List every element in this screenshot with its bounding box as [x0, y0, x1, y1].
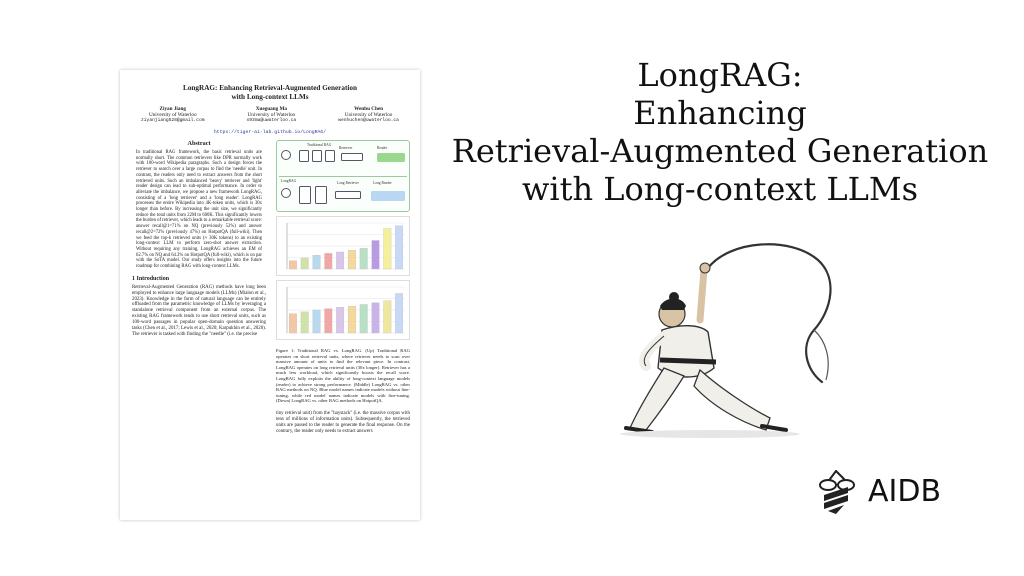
chart-bar [395, 226, 403, 269]
chart-bar [336, 252, 344, 269]
query-icon [281, 150, 291, 160]
paper-left-column [132, 140, 266, 338]
bar-chart-hotpotqa [277, 281, 411, 341]
figure-label-retriever: Retriever [339, 146, 353, 150]
paper-title [120, 84, 420, 101]
author-name: Ziyan Jiang [159, 106, 186, 112]
figure-label-longrag: LongRAG [281, 179, 297, 183]
document-icon [299, 150, 309, 162]
chart-bar [372, 303, 380, 333]
headline-line-4: with Long-context LLMs [521, 170, 919, 208]
figure-label-long-reader: Long Reader [373, 181, 392, 185]
document-icon [315, 186, 327, 204]
chart-bar [313, 255, 321, 269]
chart-bar [348, 306, 356, 333]
author-name: Wenhu Chen [354, 106, 384, 112]
author-affiliation: University of Waterloo [148, 112, 197, 119]
author-email: x93ma@uwaterloo.ca [246, 118, 297, 124]
chart-bar [289, 261, 297, 269]
author-affiliation: University of Waterloo [247, 112, 296, 119]
abstract-heading: Abstract [187, 140, 211, 147]
paper-title-line-2: with Long-context LLMs [231, 92, 309, 101]
long-retriever-box [335, 191, 361, 199]
chart-bar [348, 250, 356, 269]
chart-bar [325, 309, 333, 333]
figure-caption: Figure 1: Traditional RAG vs. LongRAG. (Up) Traditional RAG operates on short retrieval units, where retriever needs to scan over massive amount of units to find the relevant piece. In contrast, LongRAG operates on long retrieval units (30x longer). Retriever has a much less workload, which significantly boosts the recall score. LongRAG fully exploits the ability of long-context language models (reader) to achieve strong performance. (Middle) LongRAG vs. other RAG methods on NQ. Blue model names indicate models without fine-tuning, while red model names indicate models with fine-tuning. (Down) LongRAG vs. other RAG methods on HotpotQA. [276, 348, 410, 404]
reader-box [377, 153, 405, 162]
chart-bar [384, 229, 392, 269]
chart-bar [384, 301, 392, 333]
retriever-box [341, 153, 363, 161]
chart-bar [336, 307, 344, 333]
chart-hotpotqa [276, 280, 410, 340]
figure-rag-diagram [276, 140, 410, 212]
right-column-text: tiny retrieval unit) from the "haystack" (i.e. the massive corpus with tens of millions of information units). Subsequently, the retrieved units are passed to the reader to generate the final response. On the contrary, the reader only needs to extract answers [276, 410, 410, 434]
chart-bar [313, 310, 321, 333]
chart-bar [360, 304, 368, 333]
bee-logo-icon [814, 467, 858, 515]
author-block [141, 106, 204, 125]
figure-separator [279, 176, 407, 177]
paper-url: https://tiger-ai-lab.github.io/LongRAG/ [213, 130, 327, 135]
paper-authors [120, 106, 420, 125]
figure-label-traditional-rag: Traditional RAG [307, 143, 332, 147]
brand [814, 466, 941, 516]
author-email: wenhuchen@uwaterloo.ca [338, 118, 399, 124]
author-affiliation: University of Waterloo [344, 112, 393, 119]
martial-artist-whip-icon [600, 240, 840, 440]
figure-label-reader: Reader [377, 146, 388, 150]
paper-title-line-1: LongRAG: Enhancing Retrieval-Augmented Generation [183, 84, 357, 92]
query-icon [281, 188, 291, 198]
intro-heading: 1 Introduction [132, 275, 170, 282]
chart-bar [395, 293, 403, 333]
paper-right-column [276, 140, 410, 435]
chart-bar [289, 314, 297, 333]
chart-bar [360, 248, 368, 269]
chart-nq [276, 216, 410, 276]
chart-bar [301, 258, 309, 269]
chart-bar [301, 312, 309, 333]
intro-text: Retrieval-Augmented Generation (RAG) methods have long been employed to enhance large language models (LLMs) (Mialon et al., 2023). Knowledge in the form of natural language can be entirely offloaded from the parametric knowledge of LLMs by leveraging a standalone retrieval component from an external corpus. The existing RAG framework tends to use short retrieval units, such as 100-word passages in popular open-domain question answering tasks (Chen et al., 2017; Lewis et al., 2020; Karpukhin et al., 2020). The retriever is tasked with finding the "needle" (i.e. the precise [132, 284, 266, 338]
headline-line-1: LongRAG: [637, 56, 803, 94]
chart-bar [325, 253, 333, 269]
author-block [247, 106, 297, 125]
bar-chart-nq [277, 217, 411, 277]
headline-line-2: Enhancing [633, 94, 807, 132]
document-icon [325, 150, 335, 162]
headline [440, 56, 1000, 208]
long-reader-box [371, 191, 405, 201]
headline-line-3: Retrieval-Augmented Generation [451, 132, 989, 170]
author-name: Xueguang Ma [255, 106, 287, 112]
author-email: ziyanjiang528@gmail.com [141, 118, 205, 124]
abstract-text: In traditional RAG framework, the basic retrieval units are normally short. The common retrievers like DPR normally work with 100-word Wikipedia paragraphs. Such a design forces the retriever to search over a large corpus to find the 'needle' unit. In contrast, the readers only need to extract answers from the short retrieved units. Such an imbalanced 'heavy' retriever and 'light' reader design can lead to sub-optimal performance. In order to alleviate the imbalance, we propose a new framework LongRAG, consisting of a 'long retriever' and a 'long reader'. LongRAG processes the entire Wikipedia into 4K-token units, which is 30x longer than before. By increasing the unit size, we significantly reduce the total units from 22M to 600K. This significantly lowers the burden of retriever, which leads to a remarkable retrieval score: answer recall@1=71% on NQ (previously 52%) and answer recall@2=72% (previously 47%) on HotpotQA (full-wiki). Then we feed the top-k retrieved units (≈ 30K tokens) to an existing long-context LLM to perform zero-shot answer extraction. Without requiring any training, LongRAG achieves an EM of 62.7% on NQ and 64.3% on HotpotQA (full-wiki), which is on par with the SoTA model. Our study offers insights into the future roadmap for combining RAG with long-context LLMs. [136, 150, 262, 270]
document-icon [299, 186, 311, 204]
chart-bar [372, 240, 380, 269]
paper-thumbnail [120, 70, 420, 520]
figure-label-long-retriever: Long Retriever [337, 181, 359, 185]
document-icon [312, 150, 322, 162]
brand-name: AIDB [868, 473, 942, 509]
author-block [338, 106, 399, 125]
